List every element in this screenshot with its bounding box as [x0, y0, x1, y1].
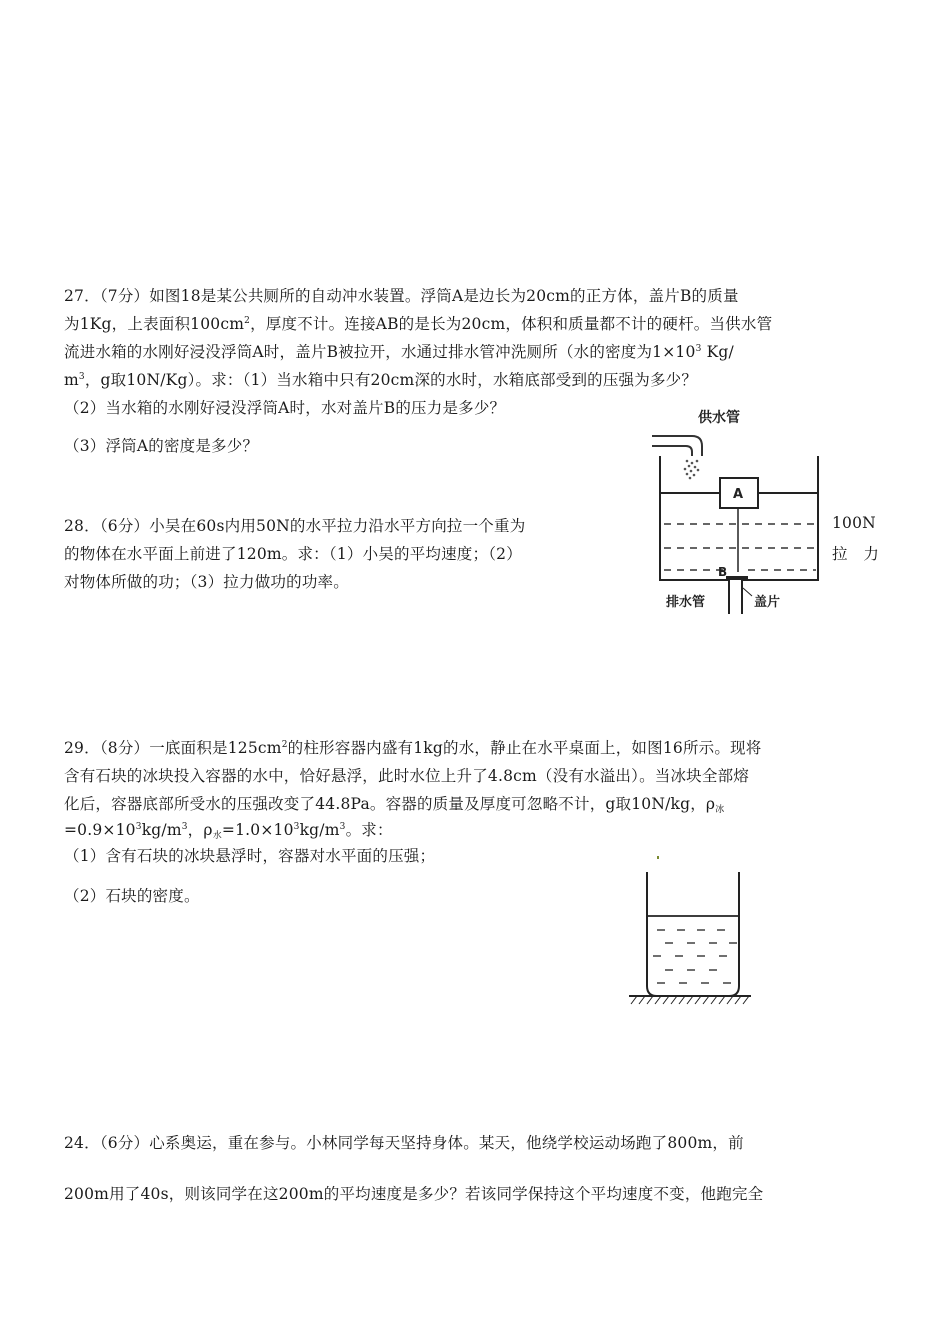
container-wall [647, 872, 739, 996]
cover-b [726, 576, 748, 580]
table-hatching [631, 996, 749, 1004]
q27-line-4a: m [64, 371, 79, 389]
water-spray [684, 460, 700, 480]
q27-line-3a: 流进水箱的水刚好浸没浮筒A时，盖片B被拉开，水通过排水管冲洗厕所（水的密度为1×10 [64, 343, 696, 361]
q27-line-4b: ，g取10N/Kg）。求：（1）当水箱中只有20cm深的水时，水箱底部受到的压强为多少？ [84, 371, 698, 389]
speck-mark [657, 856, 659, 859]
supply-pipe-label: 供水管 [698, 410, 740, 426]
supply-pipe [652, 436, 702, 456]
q28-line-1a: 28．（6分）小吴在60s内用50N的水平拉力沿水平方向拉一个重为 [64, 517, 526, 535]
q29-line-1-sup: 2 [281, 740, 288, 750]
q27-line-2b: ，厚度不计。连接AB的是长为20cm，体积和质量都不计的硬杆。当供水管 [250, 315, 773, 333]
q29-line-4-sup4: 3 [339, 822, 346, 832]
container-figure [625, 850, 755, 1010]
water-tank-figure [640, 400, 840, 620]
cover-label-leader [743, 588, 752, 596]
q29-line-5: （1）含有石块的冰块悬浮时，容器对水平面的压强； [64, 847, 436, 865]
q27-line-6: （3）浮筒A的密度是多少？ [64, 437, 259, 455]
tank-wall [660, 456, 818, 580]
q29-line-4e: kg/m [299, 821, 340, 839]
q29-line-3 [64, 792, 724, 814]
q29-line-1a: 29．（8分）一底面积是125cm [64, 739, 282, 757]
q29-line-4-sup3: 3 [293, 822, 300, 832]
q28-line-2a: 的物体在水平面上前进了120m。求：（1）小吴的平均速度；（2） [64, 545, 522, 563]
q29-line-1b: 的柱形容器内盛有1kg的水，静止在水平桌面上，如图16所示。现将 [287, 739, 762, 757]
q27-line-5: （2）当水箱的水刚好浸没浮筒A时，水对盖片B的压力是多少？ [64, 399, 506, 417]
q29-line-3-sub: 冰 [715, 805, 725, 815]
q29-line-4d: =1.0×10 [221, 821, 294, 839]
q28-line-1b: 100N [832, 514, 876, 532]
q27-line-4 [64, 368, 697, 390]
cover-label: 盖片 [754, 595, 781, 610]
q29-line-4-sub: 水 [212, 831, 222, 841]
q27-line-2a: 为1Kg，上表面积100cm [64, 315, 245, 333]
q29-line-4 [64, 818, 393, 840]
q29-line-6: （2）石块的密度。 [64, 887, 200, 905]
q24-line-2: 200m用了40s，则该同学在这200m的平均速度是多少？若该同学保持这个平均速度不变，他跑完全 [64, 1185, 764, 1203]
q27-line-3b: Kg/ [701, 343, 734, 361]
q28-line-3: 对物体所做的功；（3）拉力做功的功率。 [64, 573, 349, 591]
q27-line-2-sup: 2 [244, 316, 251, 326]
cover-b-label: B [718, 565, 728, 579]
drain-pipe-label: 排水管 [666, 595, 706, 610]
q29-line-3a: 化后，容器底部所受水的压强改变了44.8Pa。容器的质量及厚度可忽略不计，g取10N/kg，ρ [64, 795, 716, 813]
q29-line-4f: 。求： [345, 821, 393, 839]
q28-line-2b: 拉 力 [832, 545, 880, 563]
q29-line-4a: =0.9×10 [64, 821, 136, 839]
q27-line-1: 27．（7分）如图18是某公共厕所的自动冲水装置。浮筒A是边长为20cm的正方体，盖片B的质量 [64, 287, 739, 305]
q29-line-4c: ，ρ [187, 821, 213, 839]
q29-line-4-sup1: 3 [135, 822, 142, 832]
q24-line-1: 24．（6分）心系奥运，重在参与。小林同学每天坚持身体。某天，他绕学校运动场跑了800m，前 [64, 1134, 744, 1152]
q29-line-1 [64, 736, 761, 758]
q27-line-3-sup: 3 [695, 344, 702, 354]
q27-line-4-sup: 3 [78, 372, 85, 382]
q29-line-2: 含有石块的冰块投入容器的水中，恰好悬浮，此时水位上升了4.8cm（没有水溢出）。当冰块全部熔 [64, 767, 749, 785]
q27-line-3 [64, 340, 734, 362]
q27-line-2 [64, 312, 772, 334]
float-a-label: A [733, 487, 744, 502]
water-dashes [664, 524, 816, 570]
q29-line-4-sup2: 3 [181, 822, 188, 832]
q29-line-4b: kg/m [141, 821, 182, 839]
water-dashes [653, 930, 737, 983]
